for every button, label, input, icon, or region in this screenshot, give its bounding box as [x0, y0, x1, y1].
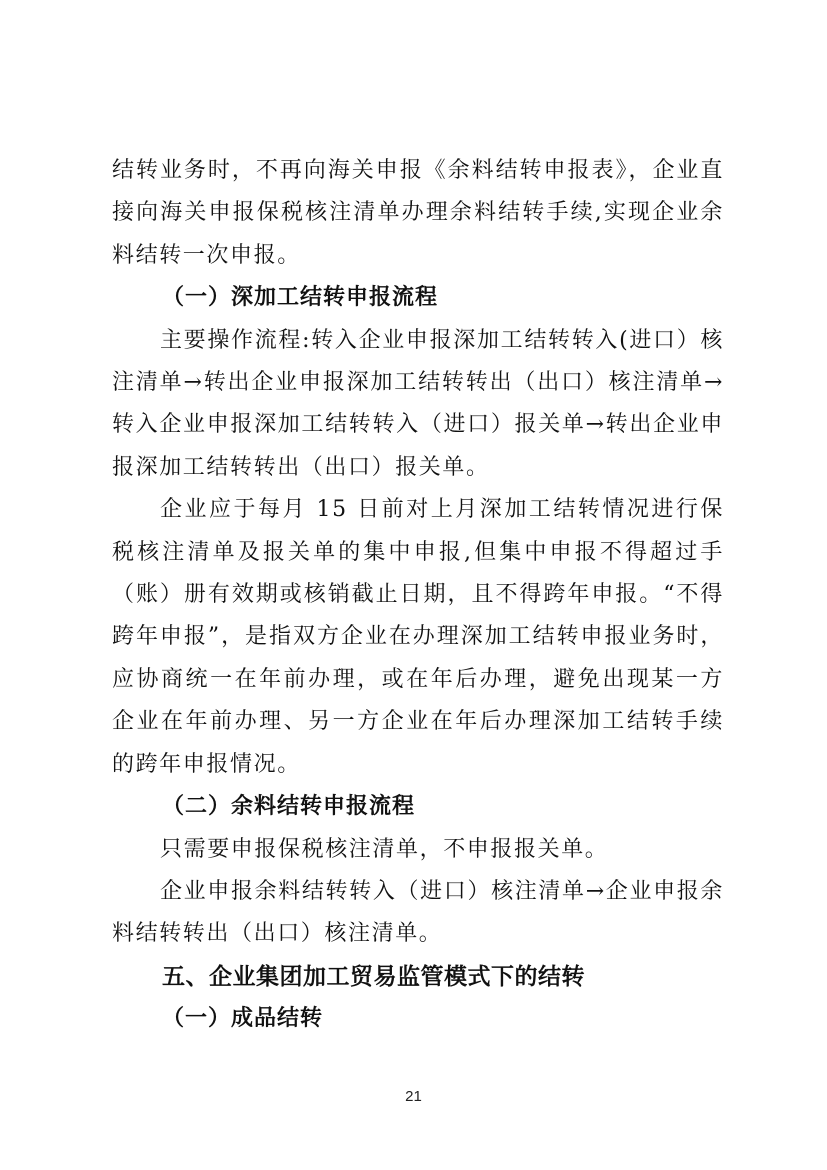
- page-content: [112, 150, 724, 1041]
- section-heading-surplus-material: （二）余料结转申报流程: [162, 794, 416, 820]
- paragraph-continuation: 结转业务时，不再向海关申报《余料结转申报表》，企业直接向海关申报保税核注清单办理余料结转手续,实现企业余料结转一次申报。: [112, 158, 724, 268]
- section-heading-deep-processing: （一）深加工结转申报流程: [162, 285, 439, 311]
- chapter-heading-group-supervision: 五、企业集团加工贸易监管模式下的结转: [162, 963, 585, 990]
- paragraph-operation-flow: 主要操作流程:转入企业申报深加工结转转入(进口）核注清单→转出企业申报深加工结转转出（出口）核注清单→转入企业申报深加工结转转入（进口）报关单→转出企业申报深加工结转转出（出口）报关单。: [112, 327, 724, 480]
- section-heading-finished-goods: （一）成品结转: [162, 1006, 324, 1032]
- paragraph-surplus-flow: 企业申报余料结转转入（进口）核注清单→企业申报余料结转转出（出口）核注清单。: [112, 878, 724, 947]
- page-number: 21: [405, 1088, 422, 1105]
- paragraph-monthly-declaration: 企业应于每月 15 日前对上月深加工结转情况进行保税核注清单及报关单的集中申报,但集中申报不得超过手（账）册有效期或核销截止日期，且不得跨年申报。“不得跨年申报”，是指双方企业在办理深加工结转申报业务时，应协商统一在年前办理，或在年后办理，避免出现某一方企业在年前办理、另一方企业在年后办理深加工结转手续的跨年申报情况。: [112, 497, 724, 777]
- paragraph-checklist-only: 只需要申报保税核注清单，不申报报关单。: [160, 836, 609, 862]
